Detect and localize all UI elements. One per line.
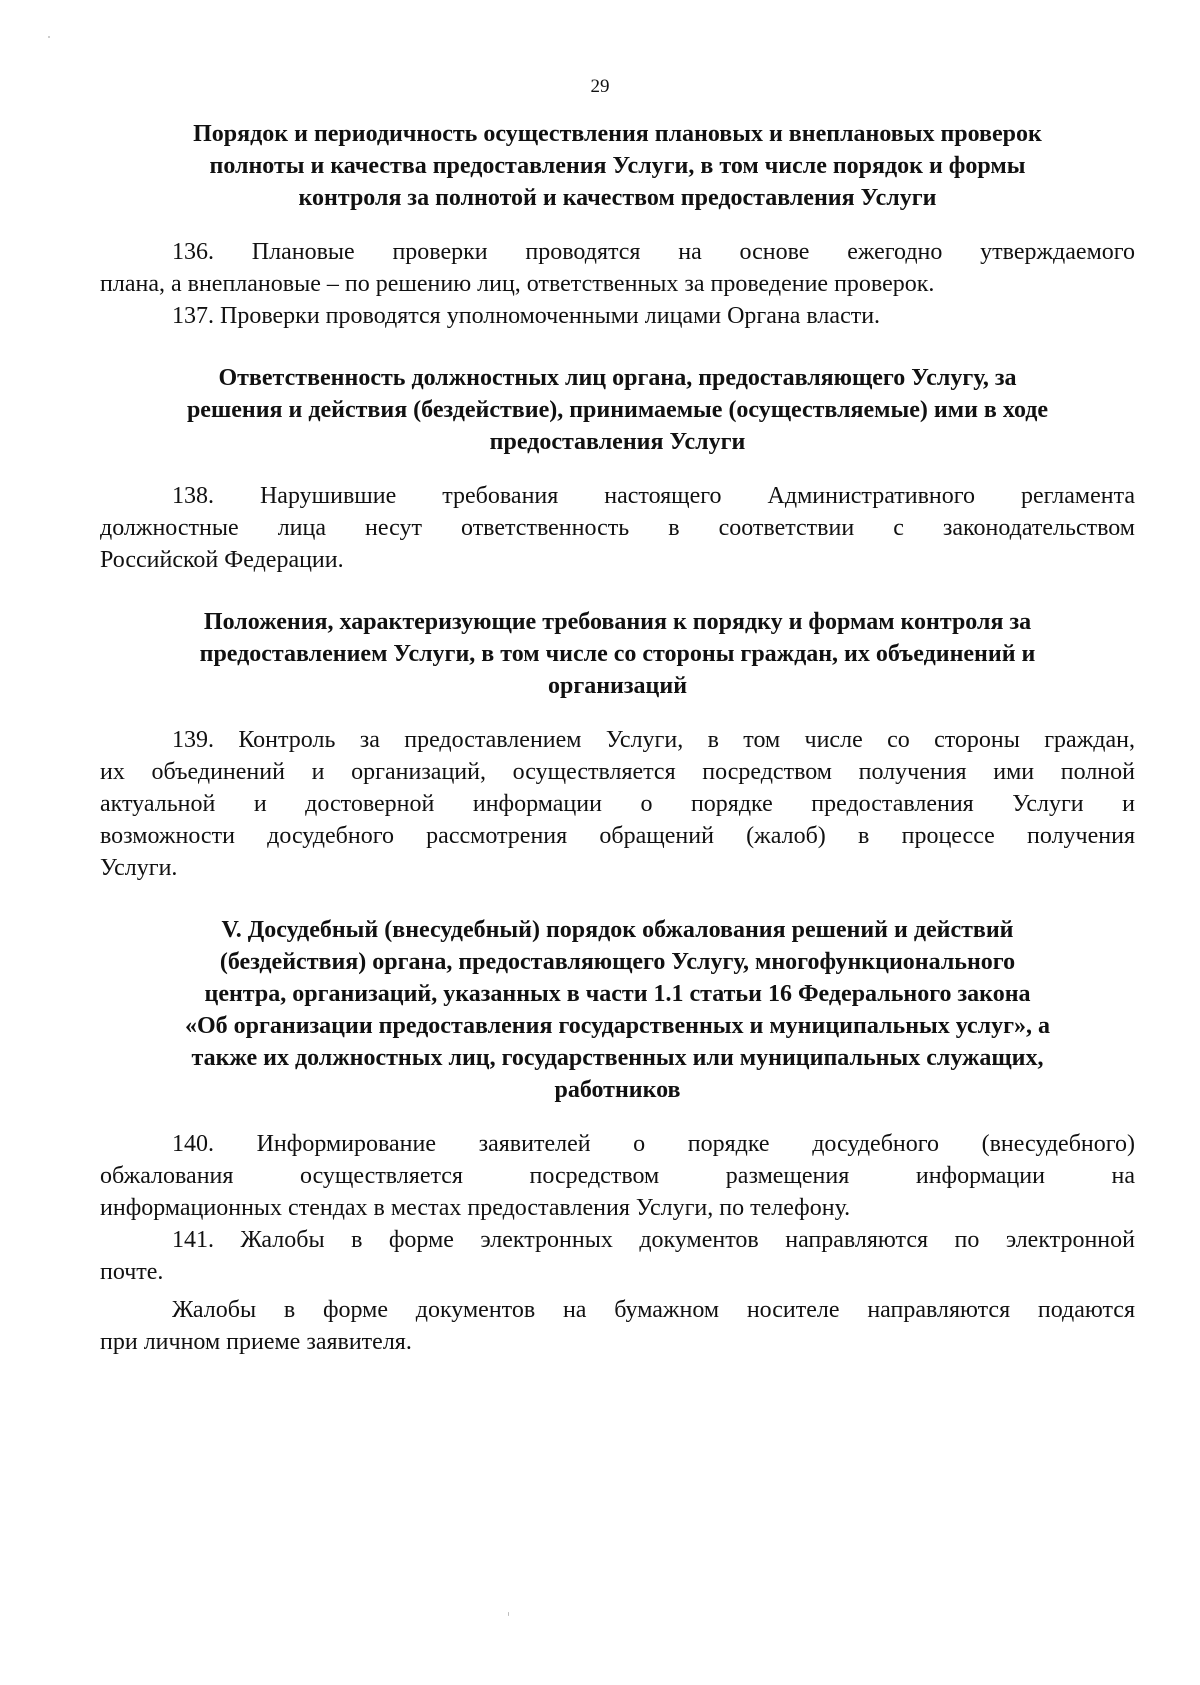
paragraph-line: 141. Жалобы в форме электронных документов направляются по электронной xyxy=(172,1227,1135,1253)
paragraph-138 xyxy=(100,480,1135,576)
heading-line: организаций xyxy=(547,673,688,699)
page-number: 29 xyxy=(590,76,610,97)
paragraph-line: 136. Плановые проверки проводятся на основе ежегодно утверждаемого xyxy=(172,239,1135,265)
heading-line: (бездействия) органа, предоставляющего Услугу, многофункционального xyxy=(219,949,1016,975)
paragraph-line: их объединений и организаций, осуществляется посредством получения ими полной xyxy=(100,759,1135,785)
paragraph-line: Российской Федерации. xyxy=(100,547,344,573)
paragraph-line: 137. Проверки проводятся уполномоченными лицами Органа власти. xyxy=(172,303,881,329)
heading-line: предоставлением Услуги, в том числе со стороны граждан, их объединений и xyxy=(199,641,1036,667)
heading-line: работников xyxy=(554,1077,681,1103)
paragraph-line: должностные лица несут ответственность в соответствии с законодательством xyxy=(100,515,1135,541)
paragraph-139 xyxy=(100,724,1135,884)
paragraph-line: информационных стендах в местах предоставления Услуги, по телефону. xyxy=(100,1195,851,1221)
paragraph-137 xyxy=(100,300,1135,332)
heading-line: V. Досудебный (внесудебный) порядок обжалования решений и действий xyxy=(221,917,1014,943)
section xyxy=(100,118,1135,332)
paragraph-line: обжалования осуществляется посредством размещения информации на xyxy=(100,1163,1135,1189)
paragraph-141-continued xyxy=(100,1294,1135,1358)
scan-speck xyxy=(508,1612,509,1616)
paragraph-line: почте. xyxy=(100,1259,164,1285)
heading-line: Порядок и периодичность осуществления плановых и внеплановых проверок xyxy=(193,121,1042,147)
section xyxy=(100,362,1135,576)
section-heading xyxy=(100,362,1135,458)
section xyxy=(100,606,1135,884)
heading-line: «Об организации предоставления государственных и муниципальных услуг», а xyxy=(184,1013,1051,1039)
document-body xyxy=(100,118,1135,1358)
heading-line: Ответственность должностных лиц органа, предоставляющего Услугу, за xyxy=(218,365,1017,391)
heading-line: предоставления Услуги xyxy=(489,429,746,455)
chapter-heading xyxy=(100,914,1135,1106)
heading-line: контроля за полнотой и качеством предоставления Услуги xyxy=(298,185,937,211)
paragraph-line: актуальной и достоверной информации о порядке предоставления Услуги и xyxy=(100,791,1135,817)
heading-line: решения и действия (бездействие), принимаемые (осуществляемые) ими в ходе xyxy=(186,397,1049,423)
paragraph-line: 139. Контроль за предоставлением Услуги, в том числе со стороны граждан, xyxy=(172,727,1135,753)
heading-line: также их должностных лиц, государственных или муниципальных служащих, xyxy=(191,1045,1044,1071)
paragraph-141 xyxy=(100,1224,1135,1288)
paragraph-140 xyxy=(100,1128,1135,1224)
heading-line: центра, организаций, указанных в части 1.1 статьи 16 Федерального закона xyxy=(204,981,1031,1007)
section xyxy=(100,914,1135,1358)
paragraph-line: при личном приеме заявителя. xyxy=(100,1329,412,1355)
paragraph-line: 140. Информирование заявителей о порядке досудебного (внесудебного) xyxy=(172,1131,1135,1157)
scan-speck xyxy=(48,36,50,38)
paragraph-line: 138. Нарушившие требования настоящего Административного регламента xyxy=(172,483,1135,509)
paragraph-line: Услуги. xyxy=(100,855,178,881)
paragraph-line: Жалобы в форме документов на бумажном носителе направляются подаются xyxy=(172,1297,1135,1323)
paragraph-line: возможности досудебного рассмотрения обращений (жалоб) в процессе получения xyxy=(100,823,1135,849)
paragraph-line: плана, а внеплановые – по решению лиц, ответственных за проведение проверок. xyxy=(100,271,935,297)
heading-line: Положения, характеризующие требования к порядку и формам контроля за xyxy=(203,609,1032,635)
paragraph-136 xyxy=(100,236,1135,300)
section-heading xyxy=(100,606,1135,702)
section-heading xyxy=(100,118,1135,214)
heading-line: полноты и качества предоставления Услуги, в том числе порядок и формы xyxy=(209,153,1026,179)
